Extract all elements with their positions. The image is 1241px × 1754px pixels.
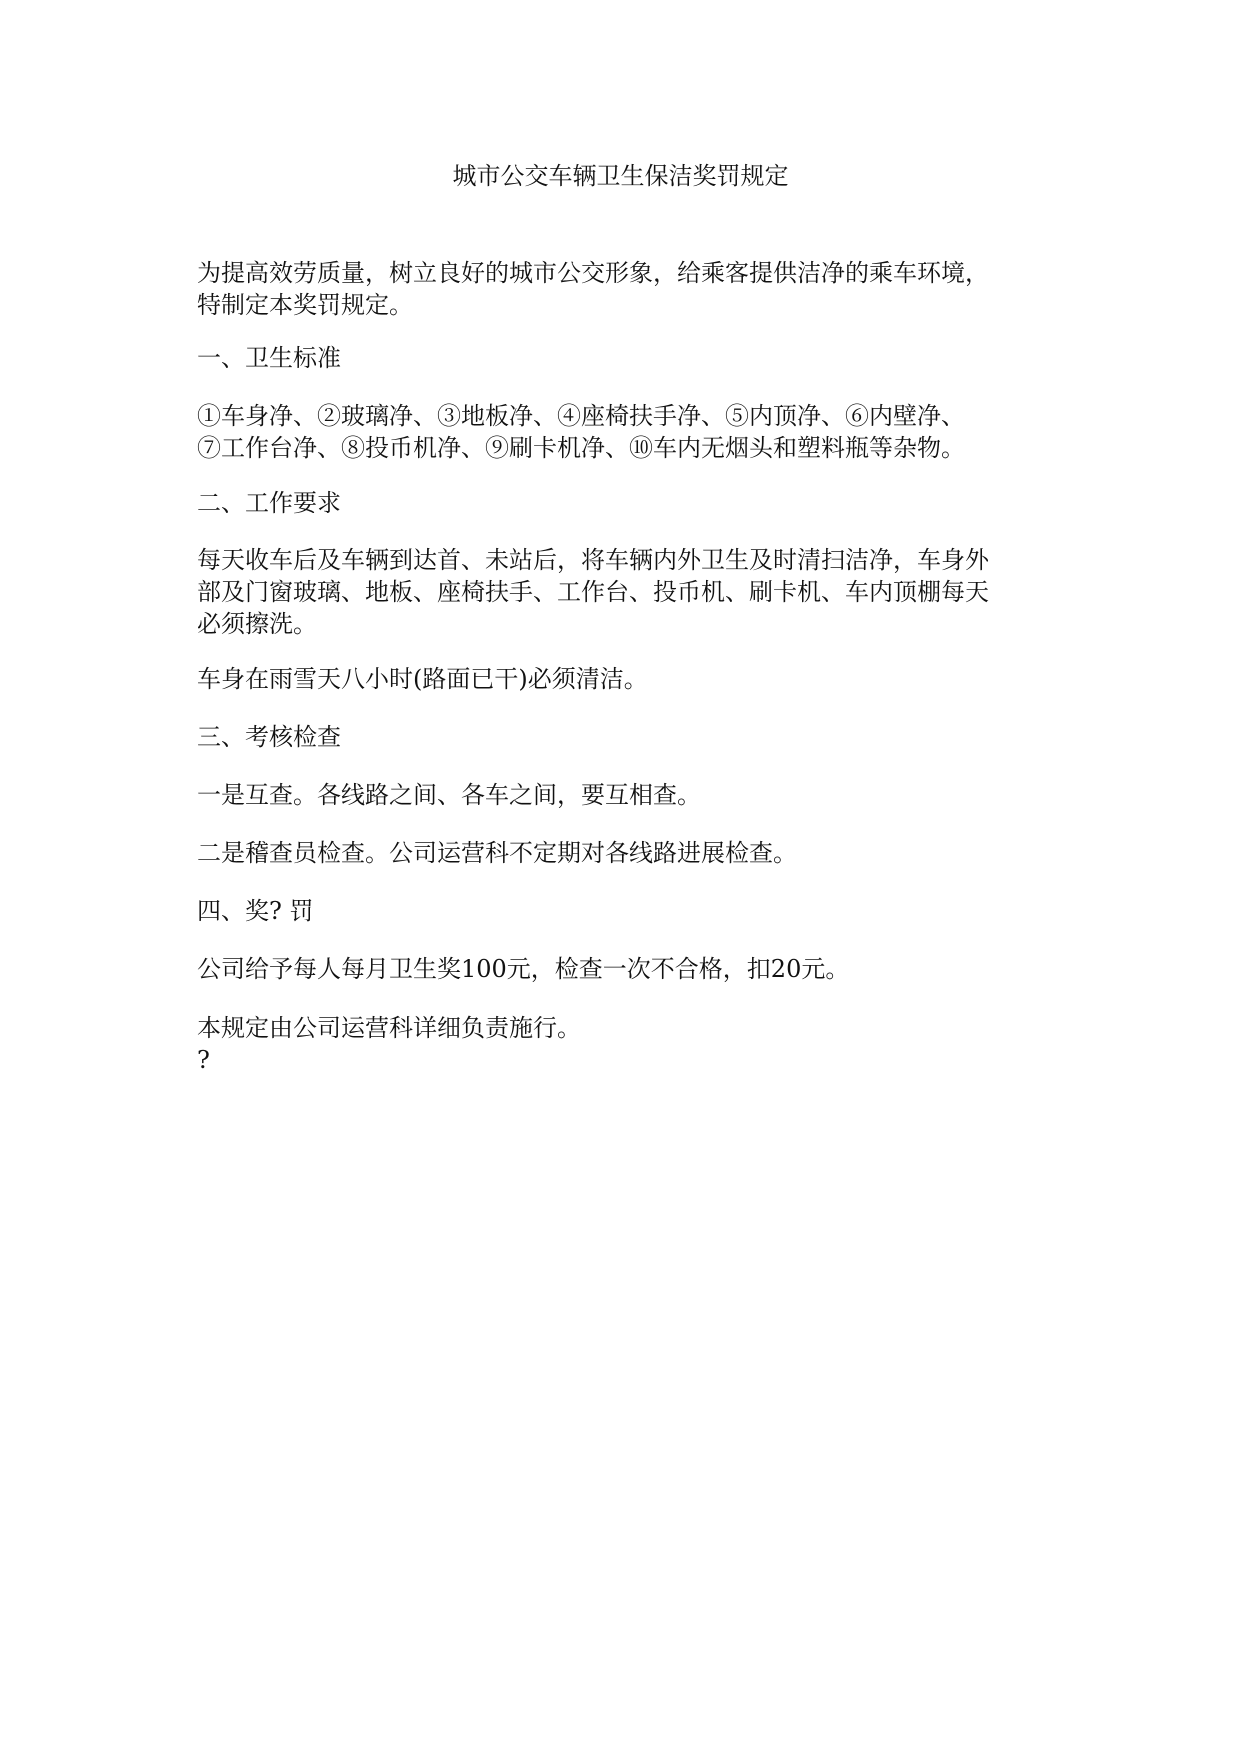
requirements-line-2: 部及门窗玻璃、地板、座椅扶手、工作台、投币机、刷卡机、车内顶棚每天 <box>197 578 989 606</box>
section-4-paragraph-1: 公司给予每人每月卫生奖100元，检查一次不合格，扣20元。 <box>197 955 850 983</box>
section-3-item-2: 二是稽查员检查。公司运营科不定期对各线路进展检查。 <box>197 839 797 867</box>
section-3-item-1: 一是互查。各线路之间、各车之间，要互相查。 <box>197 781 701 809</box>
intro-line-1: 为提高效劳质量，树立良好的城市公交形象，给乘客提供洁净的乘车环境， <box>197 259 989 287</box>
section-2-heading: 二、工作要求 <box>197 489 341 517</box>
section-4-heading: 四、奖? 罚 <box>197 897 314 925</box>
document-title: 城市公交车辆卫生保洁奖罚规定 <box>452 162 789 190</box>
requirements-line-3: 必须擦洗。 <box>197 610 317 638</box>
section-4-paragraph-2: 本规定由公司运营科详细负责施行。 <box>197 1014 581 1042</box>
standards-line-1: ①车身净、②玻璃净、③地板净、④座椅扶手净、⑤内顶净、⑥内壁净、 <box>197 402 965 430</box>
section-3-heading: 三、考核检查 <box>197 723 341 751</box>
requirements-line-1: 每天收车后及车辆到达首、未站后，将车辆内外卫生及时清扫洁净，车身外 <box>197 546 989 574</box>
section-2-paragraph-2: 车身在雨雪天八小时(路面已干)必须清洁。 <box>197 665 648 693</box>
section-1-standards <box>197 400 1047 464</box>
intro-line-2: 特制定本奖罚规定。 <box>197 291 413 319</box>
section-2-paragraph-1 <box>197 544 1047 640</box>
section-1-heading: 一、卫生标准 <box>197 344 341 372</box>
trailing-mark: ? <box>197 1046 210 1074</box>
intro-paragraph <box>197 257 1047 321</box>
standards-line-2: ⑦工作台净、⑧投币机净、⑨刷卡机净、⑩车内无烟头和塑料瓶等杂物。 <box>197 434 965 462</box>
